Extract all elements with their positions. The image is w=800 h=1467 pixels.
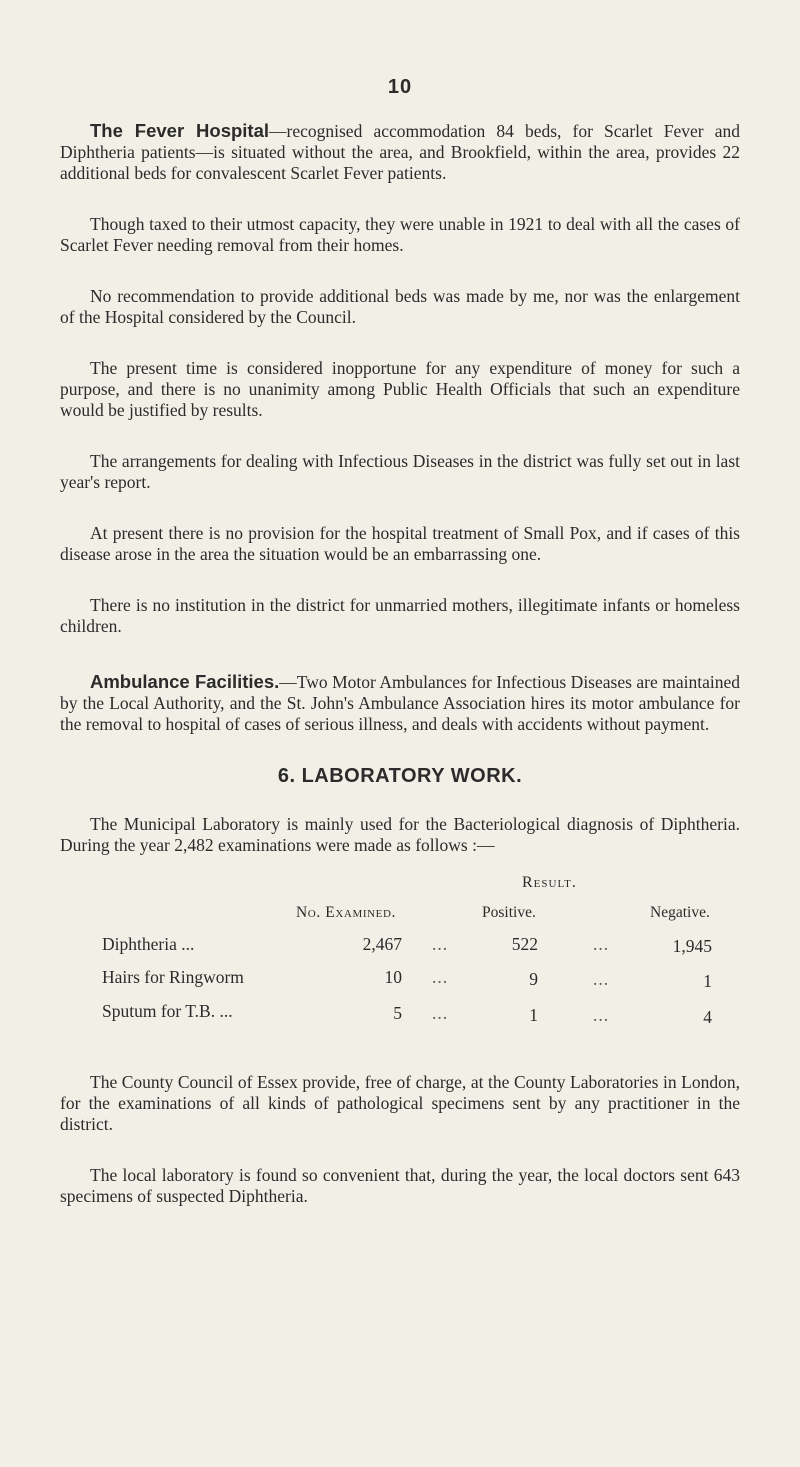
results-table <box>60 870 740 1032</box>
section-heading-laboratory: 6. LABORATORY WORK. <box>277 765 523 787</box>
cell-positive: 1 <box>529 1005 538 1025</box>
leader-dots: ... <box>593 1005 610 1025</box>
paragraph-lab-intro: The Municipal Laboratory is mainly used for the Bacteriological diagnosis of Diphtheria. During the year 2,482 examinations were made as follows :— <box>60 814 740 855</box>
page-body <box>60 120 740 1231</box>
leader-dots: ... <box>593 969 610 989</box>
header-positive: Positive. <box>482 904 536 921</box>
header-examined: No. Examined. <box>296 904 396 921</box>
paragraph-arrangements: The arrangements for dealing with Infectious Diseases in the district was fully set out in last year's report. <box>60 451 740 492</box>
paragraph-county-council: The County Council of Essex provide, free of charge, at the County Laboratories in London, for the examinations of all kinds of pathological specimens sent by any practitioner in the district. <box>60 1072 740 1134</box>
paragraph-recommendation: No recommendation to provide additional beds was made by me, nor was the enlargement of the Hospital considered by the Council. <box>60 286 740 327</box>
fever-hospital-text: —recognised accommodation 84 beds, for Scarlet Fever and Diphtheria patients—is situated without the area, and Brookfield, within the area, provides 22 additional beds for convalescent Scarlet Fever patients. <box>60 121 740 183</box>
header-result: Result. <box>522 874 577 891</box>
cell-examined: 10 <box>384 967 402 987</box>
paragraph-small-pox: At present there is no provision for the hospital treatment of Small Pox, and if cases of this disease arose in the area the situation would be an embarrassing one. <box>60 523 740 564</box>
leader-dots: ... <box>432 967 449 987</box>
row-label-diphtheria: Diphtheria ... <box>102 934 195 954</box>
cell-positive: 9 <box>529 969 538 989</box>
ambulance-text: —Two Motor Ambulances for Infectious Diseases are maintained by the Local Authority, and the St. John's Ambulance Association hires its motor ambulance for the removal to hospital of cases of serious illness, and deals with accidents without payment. <box>60 672 740 734</box>
page-number: 10 <box>387 76 413 98</box>
row-label-hairs-ringworm: Hairs for Ringworm <box>102 967 244 987</box>
paragraph-capacity: Though taxed to their utmost capacity, they were unable in 1921 to deal with all the cases of Scarlet Fever needing removal from their homes. <box>60 214 740 255</box>
cell-negative: 1 <box>703 971 712 991</box>
header-negative: Negative. <box>650 904 710 921</box>
cell-negative: 4 <box>703 1007 712 1027</box>
leader-dots: ... <box>432 1003 449 1023</box>
paragraph-ambulance <box>60 671 740 735</box>
leader-dots: ... <box>432 934 449 954</box>
cell-examined: 5 <box>393 1003 402 1023</box>
cell-negative: 1,945 <box>672 936 712 956</box>
cell-examined: 2,467 <box>362 934 402 954</box>
paragraph-fever-hospital <box>60 120 740 184</box>
paragraph-institution: There is no institution in the district for unmarried mothers, illegitimate infants or homeless children. <box>60 595 740 636</box>
ambulance-heading: Ambulance Facilities. <box>90 671 280 692</box>
paragraph-local-laboratory: The local laboratory is found so convenient that, during the year, the local doctors sent 643 specimens of suspected Diphtheria. <box>60 1165 740 1206</box>
paragraph-expenditure: The present time is considered inopportune for any expenditure of money for such a purpose, and there is no unanimity among Public Health Officials that such an expenditure would be justified by results. <box>60 358 740 420</box>
row-label-sputum-tb: Sputum for T.B. ... <box>102 1001 233 1021</box>
cell-positive: 522 <box>511 934 538 954</box>
fever-hospital-heading: The Fever Hospital <box>90 120 270 141</box>
leader-dots: ... <box>593 934 610 954</box>
